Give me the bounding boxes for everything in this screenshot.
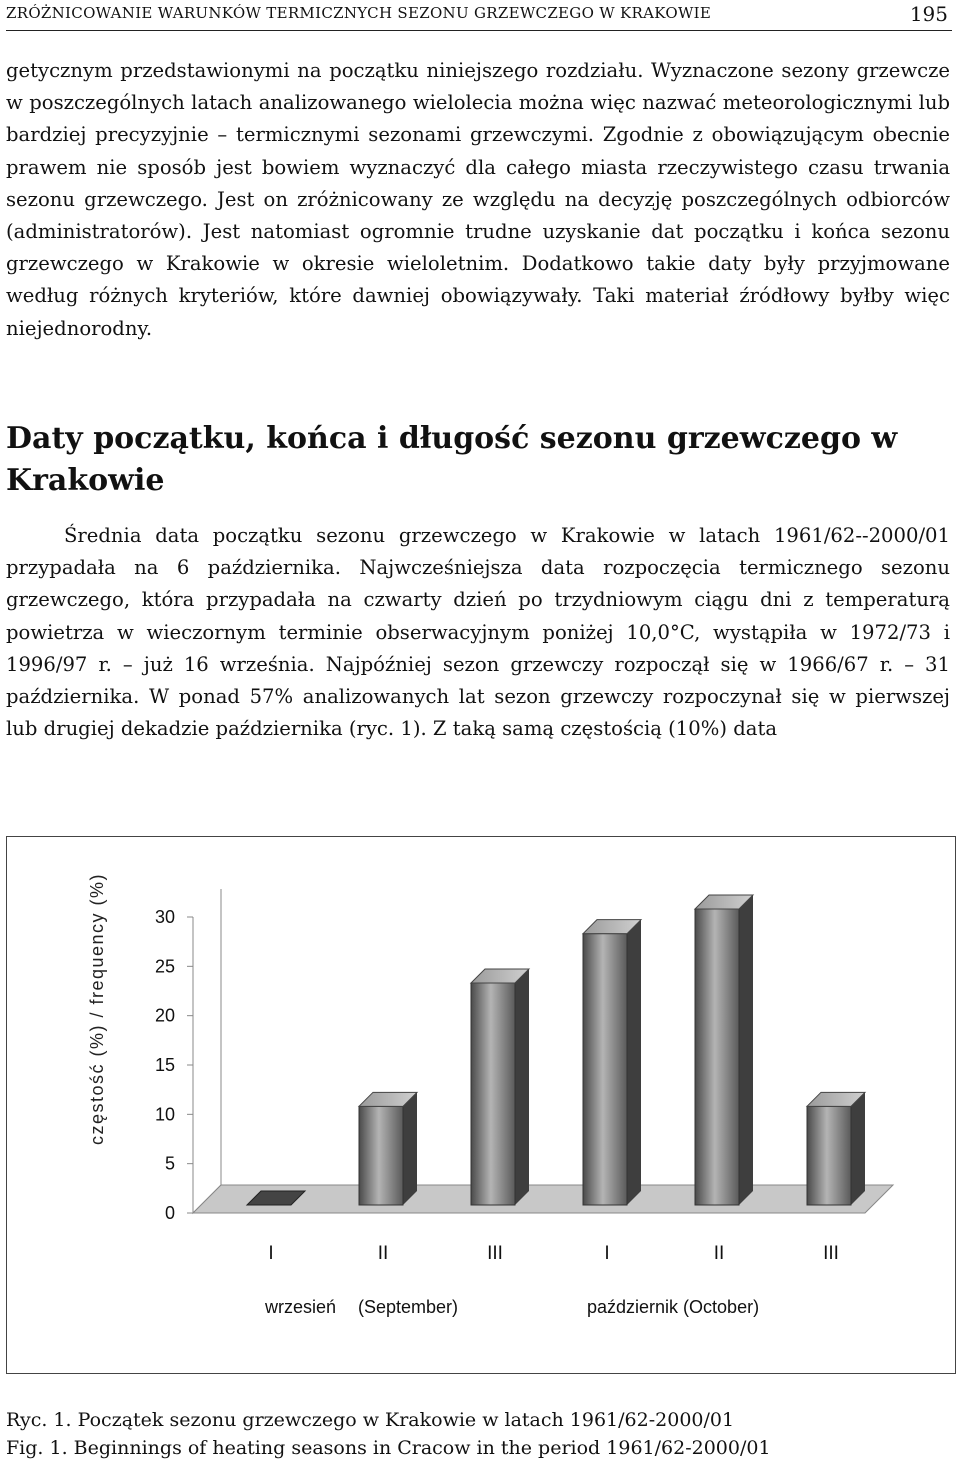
floor [193, 1185, 893, 1213]
category-label: II [713, 1243, 725, 1264]
bar-side [739, 895, 753, 1205]
caption-english: Fig. 1. Beginnings of heating seasons in Cracow in the period 1961/62-2000/01 [6, 1437, 771, 1459]
bar-side [515, 969, 529, 1205]
y-tick-label: 15 [154, 1055, 175, 1075]
y-tick-label: 0 [164, 1203, 175, 1223]
running-title: ZRÓŻNICOWANIE WARUNKÓW TERMICZNYCH SEZONU GRZEWCZEGO W KRAKOWIE [6, 4, 712, 22]
bar [695, 909, 739, 1205]
y-tick-label: 30 [154, 907, 175, 927]
group-label-september-en: (September) [358, 1297, 459, 1317]
category-label: III [823, 1243, 839, 1264]
y-tick-label: 20 [154, 1005, 175, 1026]
bars [247, 895, 865, 1205]
y-tick-label: 5 [164, 1153, 175, 1174]
bar [807, 1106, 851, 1205]
caption-polish: Ryc. 1. Początek sezonu grzewczego w Krakowie w latach 1961/62-2000/01 [6, 1409, 735, 1431]
y-tick-label: 10 [154, 1104, 175, 1125]
paragraph-1: getycznym przedstawionymi na początku niniejszego rozdziału. Wyznaczone sezony grzewcze w poszczególnych latach analizowanego wielolecia można więc nazwać meteorologicznymi lub bardziej precyzyjnie – termicznymi sezonami grzewczymi. Zgodnie z obowiązującym obecnie prawem nie sposób jest bowiem wyznaczyć dla całego miasta rzeczywistego czasu trwania sezonu grzewczego. Jest on zróżnicowany ze względu na decyzję poszczególnych odbiorców (administratorów). Jest natomiast ogromnie trudne uzyskanie dat początku i końca sezonu grzewczego w Krakowie w okresie wieloletnim. Dodatkowo takie daty były przyjmowane według różnych kryteriów, które dawniej obowiązywały. Taki materiał źródłowy byłby więc niejednorodny. [6, 59, 950, 340]
section-title: Daty początku, końca i długość sezonu grzewczego w Krakowie [6, 421, 898, 498]
y-ticks [155, 907, 193, 1223]
running-head [6, 2, 952, 31]
axes [193, 889, 893, 1213]
bar [583, 934, 627, 1205]
bar-side [403, 1092, 417, 1205]
bar-side [627, 920, 641, 1205]
bar [359, 1106, 403, 1205]
bar-chart [7, 837, 955, 1373]
category-label: I [604, 1243, 610, 1264]
paragraph-2: Średnia data początku sezonu grzewczego w Krakowie w latach 1961/62--2000/01 przypadała na 6 października. Najwcześniejsza data rozpoczęcia termicznego sezonu grzewczego, która przypadała na czwarty dzień po trzydniowym ciągu dni z temperaturą powietrza w wieczornym terminie obserwacyjnym poniżej 10,0°C, wystąpiła w 1972/73 i 1996/97 r. – już 16 września. Najpóźniej sezon grzewczy rozpoczął się w 1966/67 r. – 31 października. W ponad 57% analizowanych lat sezon grzewczy rozpoczynał się w pierwszej lub drugiej dekadzie października (ryc. 1). Z taką samą częstością (10%) data [6, 524, 950, 741]
figure-frame [6, 836, 956, 1374]
y-axis-wall [193, 889, 221, 1213]
bar-side [851, 1092, 865, 1205]
page-number: 195 [909, 2, 948, 26]
category-label: III [487, 1243, 503, 1264]
group-label-october: październik (October) [587, 1297, 760, 1317]
y-axis-label: częstość (%) / frequency (%) [87, 872, 107, 1146]
bar [471, 983, 515, 1205]
category-labels [268, 1243, 839, 1264]
category-label: I [268, 1243, 274, 1264]
group-label-september: wrzesień [265, 1297, 337, 1317]
category-label: II [377, 1243, 389, 1264]
y-tick-label: 25 [154, 956, 175, 977]
